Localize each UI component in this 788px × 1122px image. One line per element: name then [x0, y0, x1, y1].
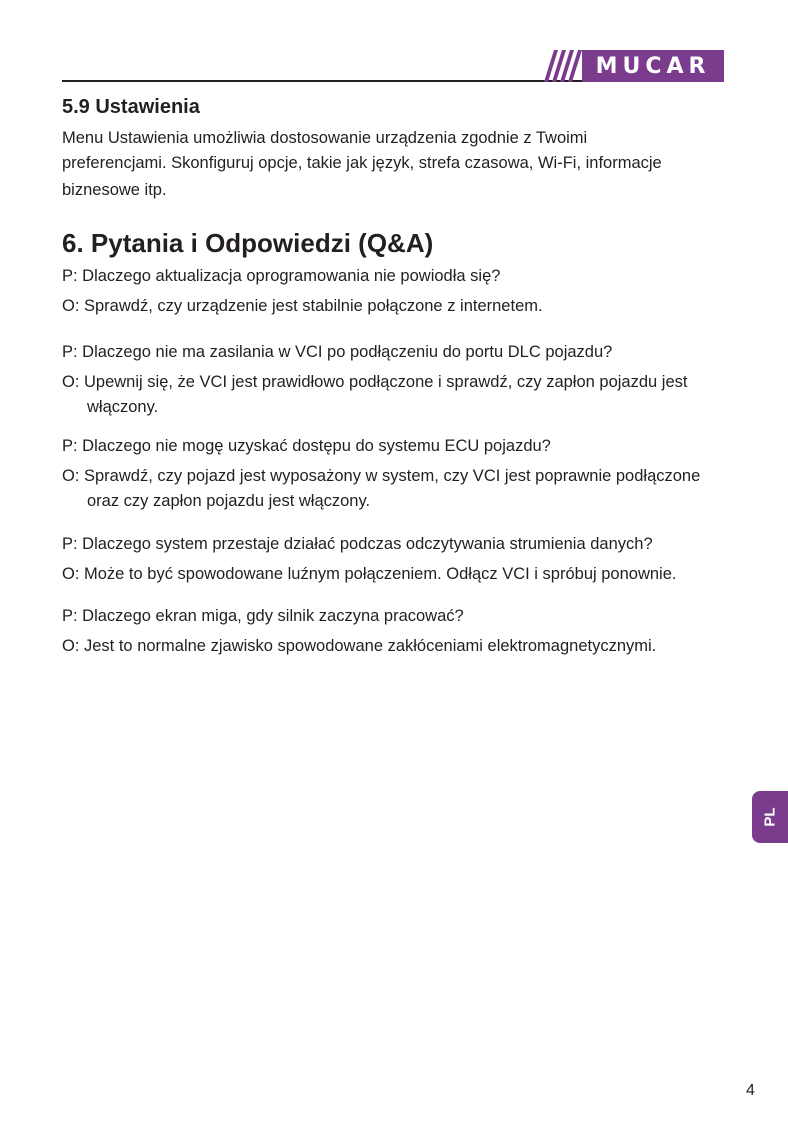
qa-question: P: Dlaczego system przestaje działać podczas odczytywania strumienia danych? — [62, 535, 653, 553]
section-title-settings: 5.9 Ustawienia — [62, 96, 200, 118]
brand-logo — [542, 50, 724, 82]
qa-item — [62, 532, 732, 587]
qa-question: P: Dlaczego nie mogę uzyskać dostępu do systemu ECU pojazdu? — [62, 437, 551, 455]
qa-item — [62, 604, 732, 659]
qa-item — [62, 340, 732, 420]
brand-name: MUCAR — [595, 53, 711, 79]
logo-slashes-icon — [542, 50, 582, 82]
qa-item — [62, 264, 732, 319]
section-title-qa: 6. Pytania i Odpowiedzi (Q&A) — [62, 228, 434, 258]
logo-box — [582, 50, 724, 82]
qa-answer: O: Upewnij się, że VCI jest prawidłowo podłączone i sprawdź, czy zapłon pojazdu jest włączony. — [62, 373, 688, 416]
qa-question: P: Dlaczego nie ma zasilania w VCI po podłączeniu do portu DLC pojazdu? — [62, 343, 613, 361]
qa-answer: O: Może to być spowodowane luźnym połączeniem. Odłącz VCI i spróbuj ponownie. — [62, 565, 677, 583]
language-tab-label: PL — [761, 807, 779, 827]
page-number: 4 — [746, 1082, 755, 1099]
qa-answer: O: Sprawdź, czy pojazd jest wyposażony w system, czy VCI jest poprawnie podłączone oraz czy zapłon pojazdu jest włączony. — [62, 467, 701, 510]
qa-answer: O: Jest to normalne zjawisko spowodowane zakłóceniami elektromagnetycznymi. — [62, 637, 657, 655]
qa-item — [62, 434, 732, 514]
qa-question: P: Dlaczego ekran miga, gdy silnik zaczyna pracować? — [62, 607, 464, 625]
settings-line-3: biznesowe itp. — [62, 181, 167, 199]
qa-question: P: Dlaczego aktualizacja oprogramowania nie powiodła się? — [62, 267, 501, 285]
qa-answer: O: Sprawdź, czy urządzenie jest stabilnie połączone z internetem. — [62, 297, 543, 315]
language-tab — [752, 791, 788, 843]
settings-line-1: Menu Ustawienia umożliwia dostosowanie urządzenia zgodnie z Twoimi — [62, 129, 588, 147]
settings-line-2: preferencjami. Skonfiguruj opcje, takie jak język, strefa czasowa, Wi-Fi, informacje — [62, 154, 662, 172]
